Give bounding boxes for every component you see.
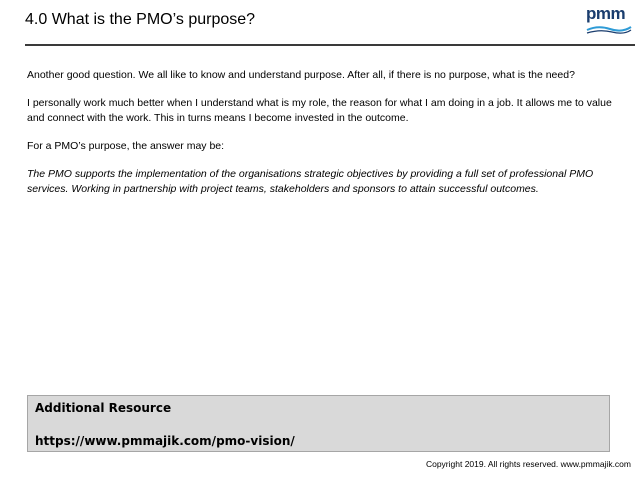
copyright-notice: Copyright 2019. All rights reserved. www.pmmajik.com	[425, 459, 631, 469]
paragraph-intro: Another good question. We all like to know and understand purpose. After all, if there is no purpose, what is the need?	[27, 69, 575, 81]
paragraph-purpose-quote: The PMO supports the implementation of the organisations strategic objectives by providing a full set of professional PMO services. Working in partnership with project teams, stakeholders and sponsors to attain successful outcomes.	[27, 168, 594, 195]
resource-link[interactable]: https://www.pmmajik.com/pmo-vision/	[35, 434, 295, 448]
additional-resource-box	[27, 395, 610, 452]
header-divider	[25, 44, 635, 46]
logo-wave-icon	[586, 24, 632, 34]
logo-text: pmm	[586, 4, 626, 23]
paragraph-personal: I personally work much better when I understand what is my role, the reason for what I am doing in a job. It allows me to value and connect with the work. This in turns means I become invested in the outcome.	[27, 97, 612, 124]
pmm-logo	[586, 4, 634, 35]
paragraph-lead-in: For a PMO’s purpose, the answer may be:	[27, 139, 225, 152]
page-title: 4.0 What is the PMO’s purpose?	[25, 11, 256, 28]
body-text	[27, 68, 617, 210]
resource-title: Additional Resource	[35, 401, 172, 415]
